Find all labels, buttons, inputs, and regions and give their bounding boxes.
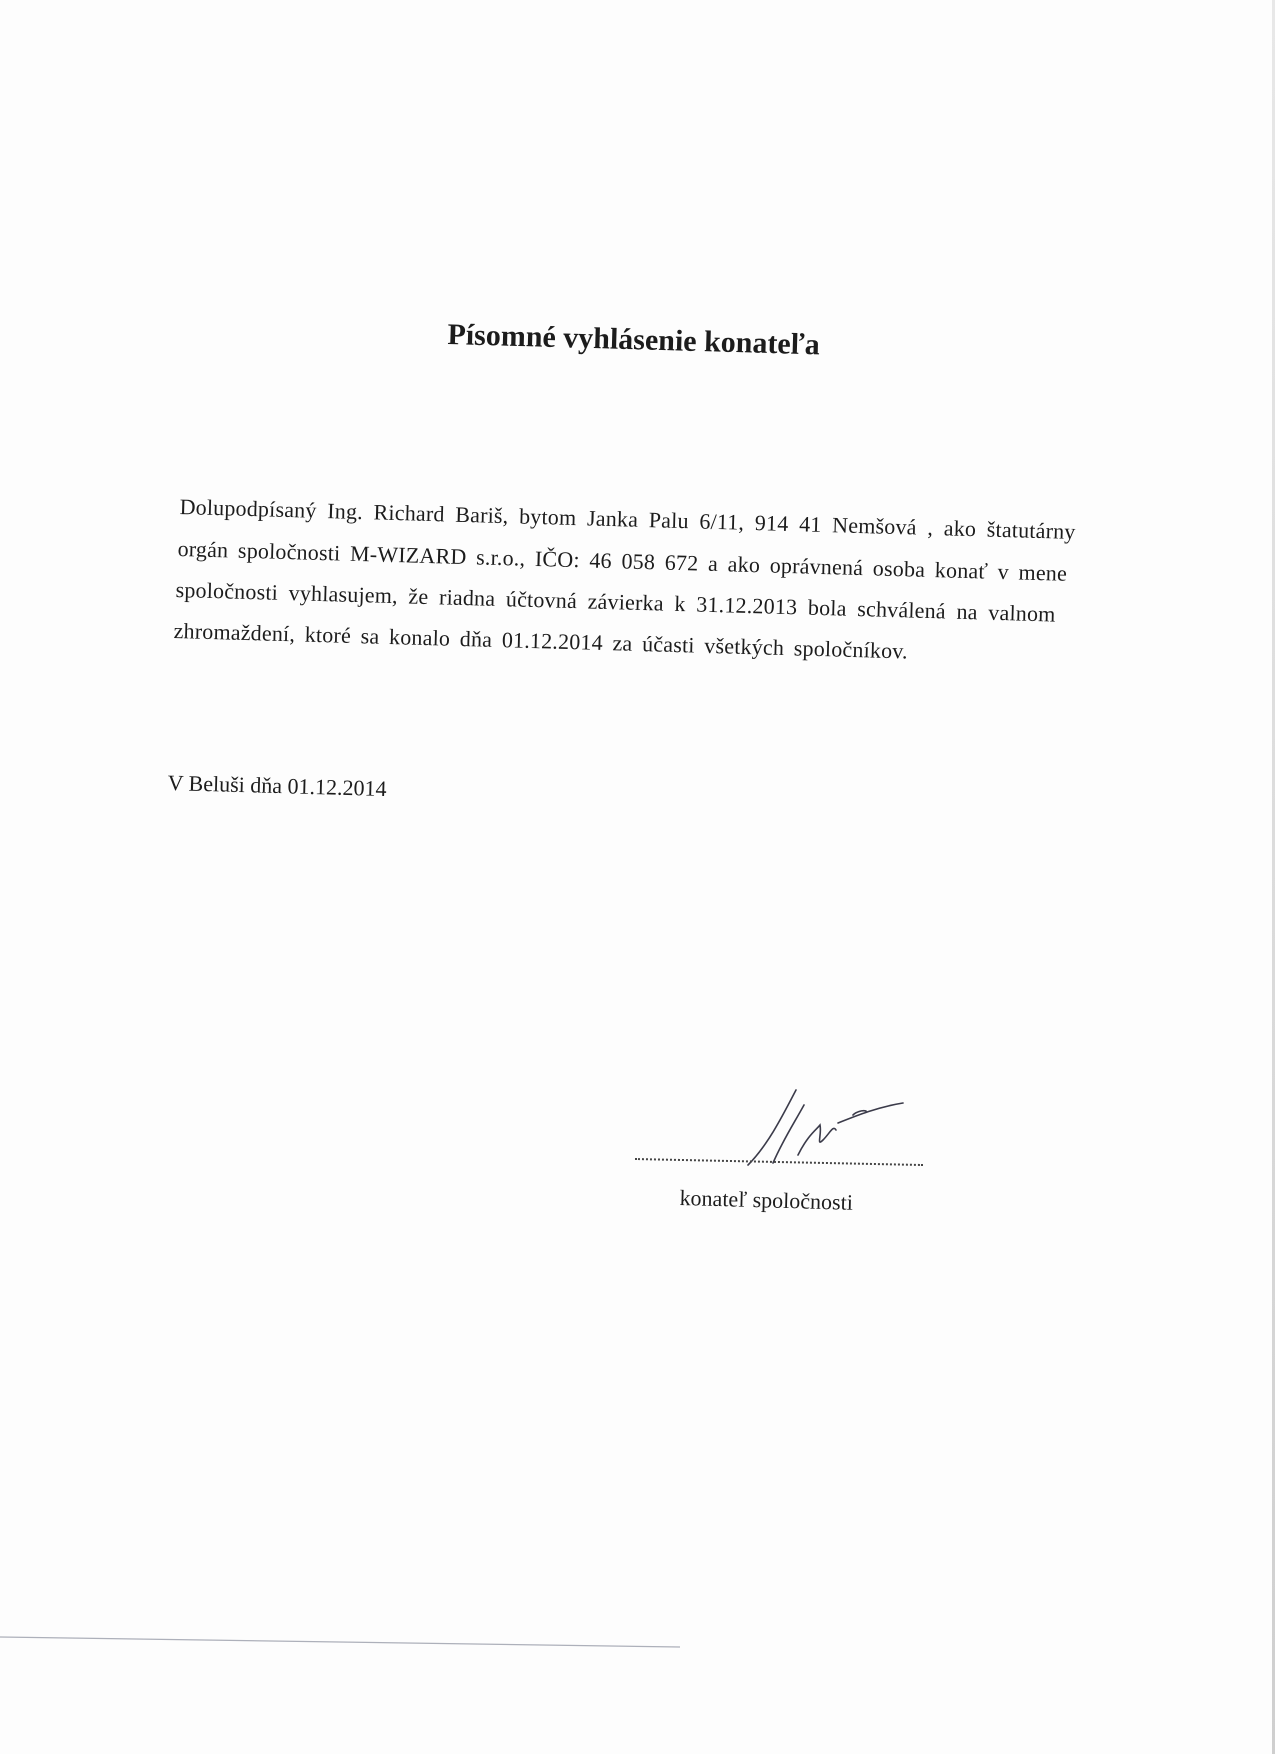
declaration-line-1: Dolupodpísaný Ing. Richard Bariš, bytom Janka Palu 6/11, 914 41 Nemšová , ako štatutárny [179, 494, 1076, 545]
declaration-line-2: orgán spoločnosti M-WIZARD s.r.o., IČO: 46 058 672 a ako oprávnená osoba konať v mene [177, 536, 1068, 586]
signature-label: konateľ spoločnosti [679, 1185, 854, 1215]
declaration-line-4: zhromaždení, ktoré sa konalo dňa 01.12.2014 za účasti všetkých spoločníkov. [173, 618, 909, 664]
place-and-date: V Beluši dňa 01.12.2014 [167, 770, 387, 802]
document-title: Písomné vyhlásenie konateľa [447, 318, 821, 362]
scan-artifact-line [0, 1635, 680, 1649]
declaration-line-3: spoločnosti vyhlasujem, že riadna účtovná závierka k 31.12.2013 bola schválená na valnom [175, 577, 1056, 627]
